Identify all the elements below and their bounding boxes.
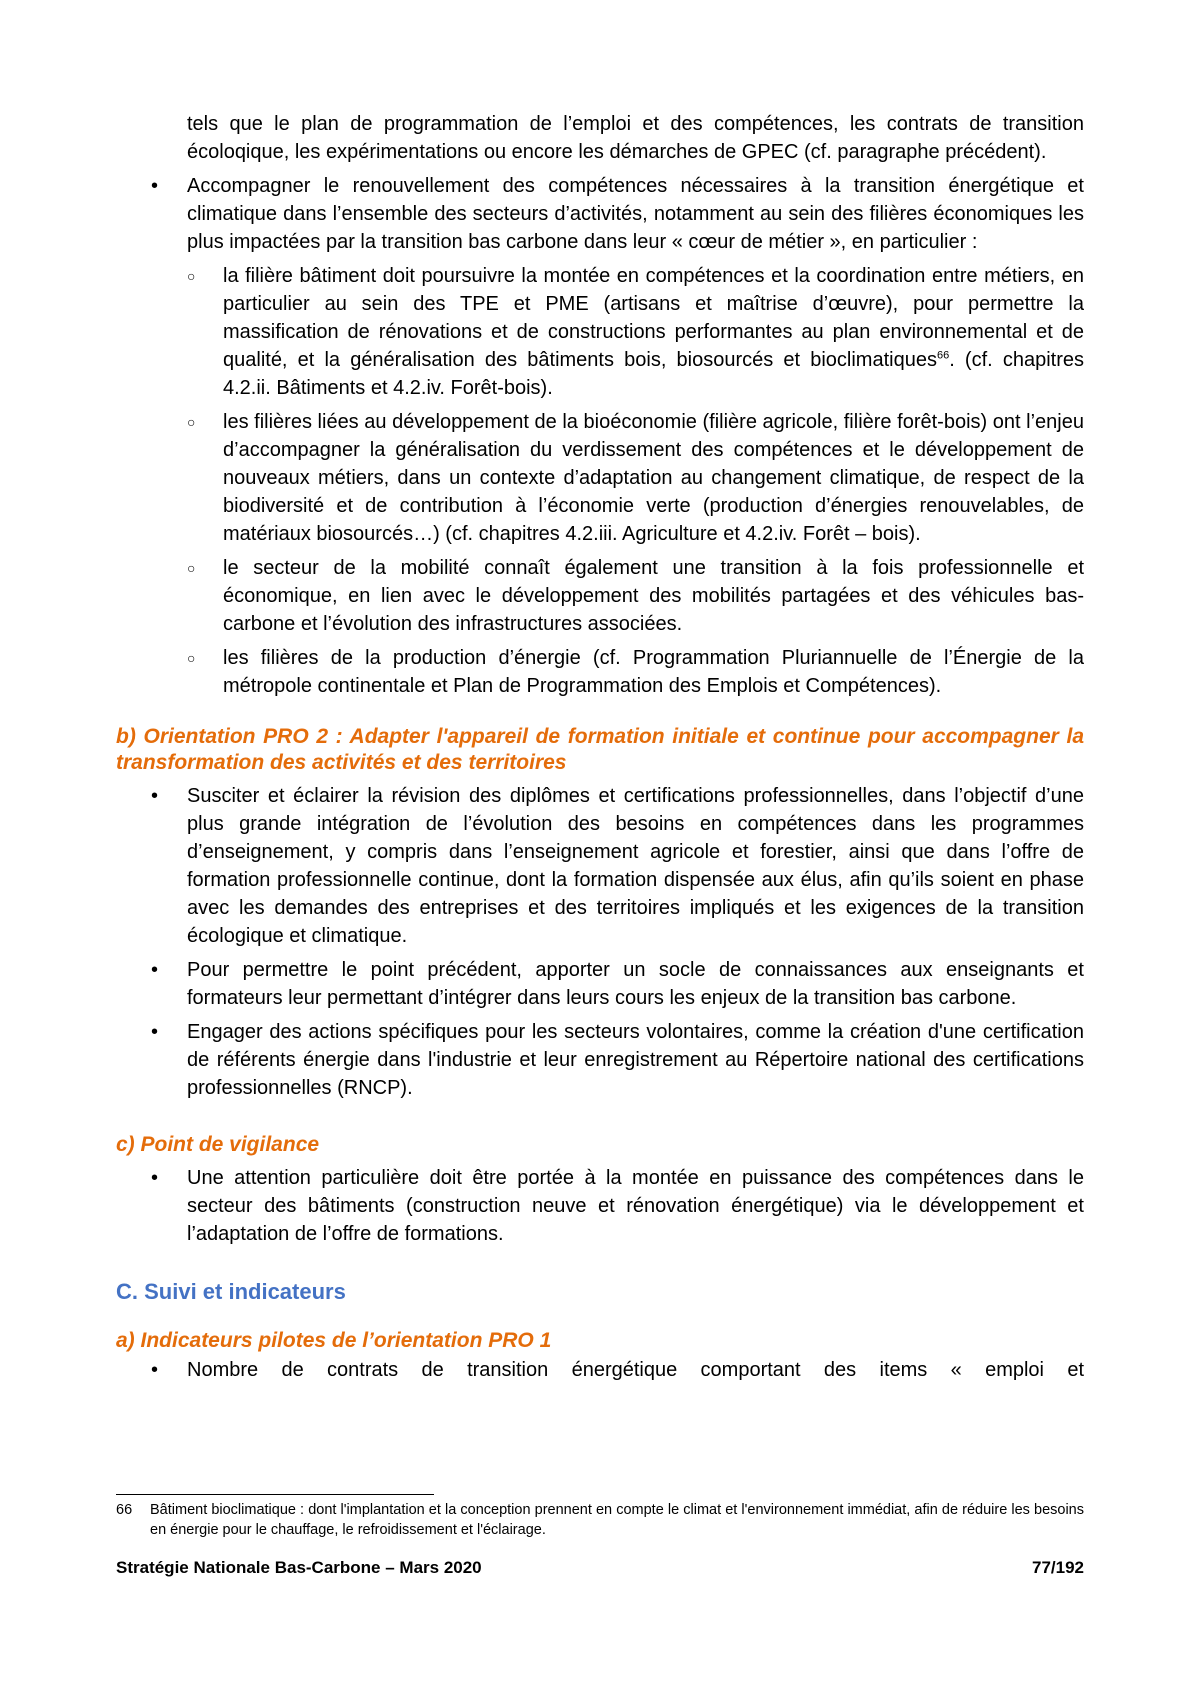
section-c-list — [116, 1164, 1084, 1248]
bullet-text: Engager des actions spécifiques pour les secteurs volontaires, comme la création d'une certification de référents énergie dans l'industrie et leur enregistrement au Répertoire national des certifications professionnelles (RNCP). — [187, 1021, 1084, 1099]
section-b-list — [116, 782, 1084, 1102]
circle-bullet-icon: ○ — [187, 650, 196, 666]
bullet-text: Pour permettre le point précédent, apporter un socle de connaissances aux enseignants et formateurs leur permettant d’intégrer dans leurs cours les enjeux de la transition bas carbone. — [187, 959, 1084, 1009]
section-a-list — [116, 172, 1084, 700]
sub-list-item — [187, 262, 1084, 402]
page-footer — [116, 1558, 1084, 1578]
list-item — [116, 956, 1084, 1012]
footnote-reference[interactable]: 66 — [936, 349, 950, 362]
footer-title: Stratégie Nationale Bas-Carbone – Mars 2020 — [116, 1558, 482, 1577]
circle-bullet-icon: ○ — [187, 414, 196, 430]
sub-list-item — [187, 408, 1084, 548]
page-number: 77/192 — [1032, 1558, 1084, 1577]
list-item — [116, 1018, 1084, 1102]
footnote — [116, 1500, 1084, 1540]
list-item — [116, 1164, 1084, 1248]
sub-list-item — [187, 644, 1084, 700]
document-page — [116, 110, 1084, 1384]
sub-item-text: la filière bâtiment doit poursuivre la montée en compétences et la coordination entre métiers, en particulier au sein des TPE et PME (artisans et maîtrise d’œuvre), pour permettre la massification de rénovations et de constructions performantes au plan environnemental et de qualité, et la généralisation des bâtiments bois, biosourcés et bioclimatiques — [223, 265, 1084, 371]
bullet-text: Une attention particulière doit être portée à la montée en puissance des compétences dans le secteur des bâtiments (construction neuve et rénovation énergétique) via le développement et l’adaptation de l’offre de formations. — [187, 1167, 1084, 1245]
sub-item-text-end: . (cf. chapitres 4.2.ii. Bâtiments et 4.2.iv. Forêt-bois). — [223, 349, 1084, 399]
bullet-text: Susciter et éclairer la révision des diplômes et certifications professionnelles, dans l’objectif d’une plus grande intégration de l’évolution des besoins en compétences dans les programmes d’enseignement, y compris dans l’enseignement agricole et forestier, ainsi que dans l’offre de formation professionnelle continue, dont la formation dispensée aux élus, afin qu’ils soient en phase avec les demandes des entreprises et des territoires impliqués et les exigences de la transition écologique et climatique. — [187, 785, 1084, 947]
section-heading-point-de-vigilance: c) Point de vigilance — [116, 1133, 320, 1156]
section-heading-suivi-indicateurs: C. Suivi et indicateurs — [116, 1279, 346, 1304]
section-indicators-list — [116, 1356, 1084, 1384]
sub-list — [187, 262, 1084, 700]
bullet-icon: • — [151, 785, 159, 807]
circle-bullet-icon: ○ — [187, 268, 196, 284]
bullet-text: Accompagner le renouvellement des compétences nécessaires à la transition énergétique et climatique dans l’ensemble des secteurs d’activités, notamment au sein des filières économiques les plus impactées par la transition bas carbone dans leur « cœur de métier », en particulier : — [187, 175, 1084, 253]
bullet-icon: • — [151, 175, 159, 197]
intro-continuation: tels que le plan de programmation de l’emploi et des compétences, les contrats de transition écoloqique, les expérimentations ou encore les démarches de GPEC (cf. paragraphe précédent). — [187, 113, 1084, 163]
footnote-number: 66 — [116, 1502, 133, 1518]
bullet-icon: • — [151, 1021, 159, 1043]
sub-list-item — [187, 554, 1084, 638]
footnote-separator — [116, 1494, 434, 1495]
list-item — [116, 782, 1084, 950]
bullet-icon: • — [151, 1167, 159, 1189]
sub-item-text: les filières liées au développement de la bioéconomie (filière agricole, filière forêt-bois) ont l’enjeu d’accompagner la généralisation du verdissement des compétences et le développement de nouveaux métiers, dans un contexte d’adaptation au changement climatique, de respect de la biodiversité et de contribution à l’économie verte (production d’énergies renouvelables, de matériaux biosourcés…) (cf. chapitres 4.2.iii. Agriculture et 4.2.iv. Forêt – bois). — [223, 411, 1084, 545]
sub-item-text: les filières de la production d’énergie (cf. Programmation Pluriannuelle de l’Énergie de la métropole continentale et Plan de Programmation des Emplois et Compétences). — [223, 647, 1084, 697]
list-item — [116, 1356, 1084, 1384]
circle-bullet-icon: ○ — [187, 560, 196, 576]
list-item — [116, 172, 1084, 700]
section-heading-indicateurs-pilotes: a) Indicateurs pilotes de l’orientation PRO 1 — [116, 1329, 552, 1352]
bullet-text: Nombre de contrats de transition énergétique comportant des items « emploi et — [187, 1359, 1084, 1381]
section-heading-orientation-pro2: b) Orientation PRO 2 : Adapter l'appareil de formation initiale et continue pour accompagner la transformation des activités et des territoires — [116, 725, 1084, 774]
footnote-text: Bâtiment bioclimatique : dont l'implantation et la conception prennent en compte le climat et l'environnement immédiat, afin de réduire les besoins en énergie pour le chauffage, le refroidissement et l'éclairage. — [150, 1502, 1084, 1538]
bullet-icon: • — [151, 959, 159, 981]
sub-item-text: le secteur de la mobilité connaît également une transition à la fois professionnelle et économique, en lien avec le développement des mobilités partagées et des véhicules bas-carbone et l’évolution des infrastructures associées. — [223, 557, 1084, 635]
bullet-icon: • — [151, 1359, 159, 1381]
